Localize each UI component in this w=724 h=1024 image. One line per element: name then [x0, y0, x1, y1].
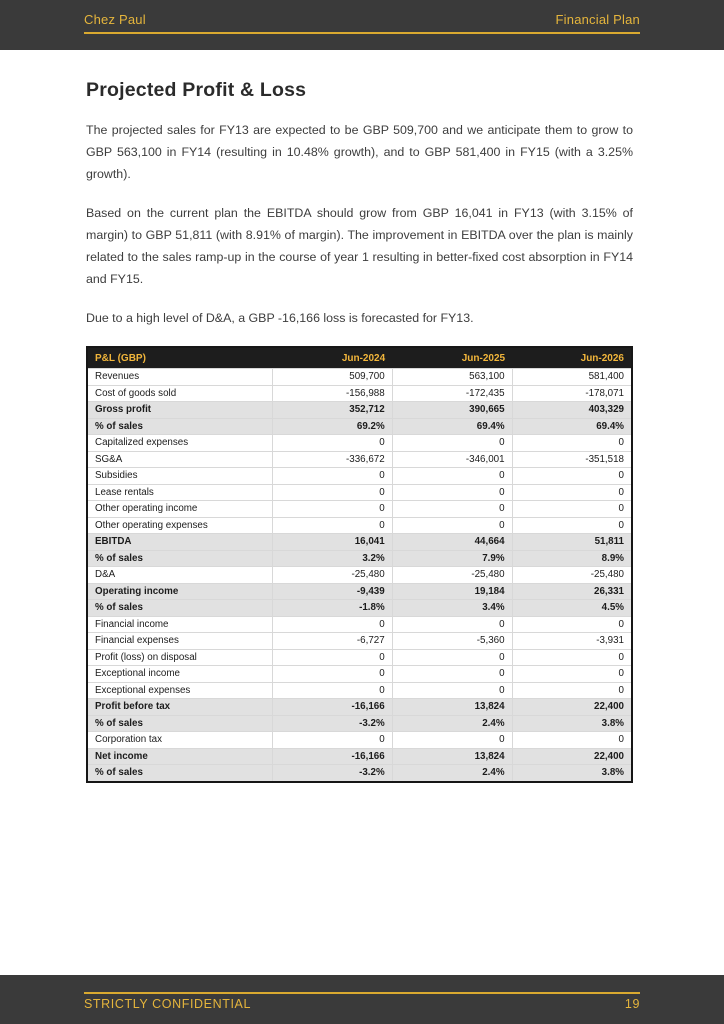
row-value: 0: [512, 732, 632, 749]
table-row: [87, 550, 632, 567]
row-value: -9,439: [272, 583, 392, 600]
row-value: 44,664: [392, 534, 512, 551]
table-row: [87, 418, 632, 435]
row-value: 13,824: [392, 748, 512, 765]
row-value: 0: [512, 435, 632, 452]
row-label: Capitalized expenses: [87, 435, 272, 452]
table-row: [87, 649, 632, 666]
row-value: 509,700: [272, 369, 392, 386]
row-label: Operating income: [87, 583, 272, 600]
column-header-label: P&L (GBP): [87, 347, 272, 369]
row-value: -5,360: [392, 633, 512, 650]
row-value: 0: [272, 732, 392, 749]
profit-loss-table: [86, 346, 633, 783]
row-label: Cost of goods sold: [87, 385, 272, 402]
row-value: -351,518: [512, 451, 632, 468]
row-value: 0: [392, 435, 512, 452]
table-row: [87, 468, 632, 485]
row-value: 0: [512, 616, 632, 633]
table-row: [87, 666, 632, 683]
table-row: [87, 369, 632, 386]
row-label: Financial expenses: [87, 633, 272, 650]
company-name: Chez Paul: [84, 12, 146, 27]
header-rule: [84, 32, 640, 34]
table-row: [87, 402, 632, 419]
row-value: -1.8%: [272, 600, 392, 617]
table-row: [87, 732, 632, 749]
row-label: Gross profit: [87, 402, 272, 419]
table-header: [87, 347, 632, 369]
table-row: [87, 699, 632, 716]
table-row: [87, 633, 632, 650]
footer-rule: [84, 992, 640, 994]
row-label: Other operating income: [87, 501, 272, 518]
column-header-jun-2025: Jun-2025: [392, 347, 512, 369]
table-row: [87, 517, 632, 534]
row-label: Exceptional expenses: [87, 682, 272, 699]
row-value: 352,712: [272, 402, 392, 419]
row-value: 0: [272, 517, 392, 534]
paragraph-loss-forecast: Due to a high level of D&A, a GBP -16,166 loss is forecasted for FY13.: [86, 311, 474, 325]
row-label: Profit before tax: [87, 699, 272, 716]
row-value: 0: [392, 732, 512, 749]
row-value: -25,480: [512, 567, 632, 584]
row-value: 0: [272, 501, 392, 518]
row-value: 0: [392, 484, 512, 501]
row-label: SG&A: [87, 451, 272, 468]
row-value: 0: [512, 468, 632, 485]
table-header-row: [87, 347, 632, 369]
row-value: -156,988: [272, 385, 392, 402]
row-value: 0: [272, 435, 392, 452]
row-value: -25,480: [392, 567, 512, 584]
table-row: [87, 534, 632, 551]
table-row: [87, 583, 632, 600]
row-value: 19,184: [392, 583, 512, 600]
row-label: Subsidies: [87, 468, 272, 485]
column-header-jun-2026: Jun-2026: [512, 347, 632, 369]
section-title: Projected Profit & Loss: [86, 79, 307, 101]
row-label: % of sales: [87, 550, 272, 567]
row-label: Corporation tax: [87, 732, 272, 749]
row-value: 3.8%: [512, 765, 632, 782]
row-value: 403,329: [512, 402, 632, 419]
row-value: -346,001: [392, 451, 512, 468]
row-value: 8.9%: [512, 550, 632, 567]
row-value: 0: [272, 616, 392, 633]
row-label: D&A: [87, 567, 272, 584]
paragraph-sales-forecast: The projected sales for FY13 are expected to be GBP 509,700 and we anticipate them to grow to GBP 563,100 in FY14 (resulting in 10.48% growth), and to GBP 581,400 in FY15 (with a 3.25% growth).: [86, 123, 633, 181]
row-label: Exceptional income: [87, 666, 272, 683]
table-body: [87, 369, 632, 782]
row-value: 69.2%: [272, 418, 392, 435]
row-value: -6,727: [272, 633, 392, 650]
table-row: [87, 748, 632, 765]
row-value: 563,100: [392, 369, 512, 386]
row-value: 0: [392, 501, 512, 518]
row-value: 0: [392, 666, 512, 683]
row-label: % of sales: [87, 418, 272, 435]
row-value: 0: [272, 468, 392, 485]
row-value: 7.9%: [392, 550, 512, 567]
row-value: 22,400: [512, 748, 632, 765]
row-value: 4.5%: [512, 600, 632, 617]
row-value: 0: [512, 682, 632, 699]
row-value: 0: [272, 484, 392, 501]
row-value: 390,665: [392, 402, 512, 419]
table-row: [87, 385, 632, 402]
row-label: Other operating expenses: [87, 517, 272, 534]
row-value: -16,166: [272, 748, 392, 765]
row-value: 3.8%: [512, 715, 632, 732]
row-value: -3,931: [512, 633, 632, 650]
paragraph-ebitda-growth: Based on the current plan the EBITDA should grow from GBP 16,041 in FY13 (with 3.15% of margin) to GBP 51,811 (with 8.91% of margin). The improvement in EBITDA over the plan is mainly related to the sales ramp-up in the course of year 1 resulting in better-fixed cost absorption in FY14 and FY15.: [86, 206, 633, 286]
confidentiality-notice: STRICTLY CONFIDENTIAL: [84, 997, 252, 1011]
row-value: 3.2%: [272, 550, 392, 567]
table-row: [87, 435, 632, 452]
table-row: [87, 715, 632, 732]
column-header-jun-2024: Jun-2024: [272, 347, 392, 369]
row-value: -25,480: [272, 567, 392, 584]
row-value: -336,672: [272, 451, 392, 468]
row-value: 0: [392, 682, 512, 699]
row-value: 0: [272, 649, 392, 666]
row-value: 26,331: [512, 583, 632, 600]
row-value: 3.4%: [392, 600, 512, 617]
table-row: [87, 567, 632, 584]
row-value: 13,824: [392, 699, 512, 716]
table-row: [87, 484, 632, 501]
table-row: [87, 765, 632, 782]
row-value: -178,071: [512, 385, 632, 402]
row-value: 0: [272, 666, 392, 683]
header-bar: [0, 0, 724, 50]
table-row: [87, 501, 632, 518]
row-label: Net income: [87, 748, 272, 765]
row-label: % of sales: [87, 765, 272, 782]
row-value: 51,811: [512, 534, 632, 551]
row-label: % of sales: [87, 715, 272, 732]
document-title: Financial Plan: [555, 12, 640, 27]
row-value: 0: [512, 517, 632, 534]
row-label: % of sales: [87, 600, 272, 617]
page-content: [86, 50, 633, 783]
table-row: [87, 616, 632, 633]
row-value: 16,041: [272, 534, 392, 551]
table-row: [87, 600, 632, 617]
row-value: 0: [512, 666, 632, 683]
row-value: -3.2%: [272, 765, 392, 782]
row-value: 0: [272, 682, 392, 699]
row-value: 0: [392, 517, 512, 534]
row-label: Profit (loss) on disposal: [87, 649, 272, 666]
row-label: Financial income: [87, 616, 272, 633]
row-label: Revenues: [87, 369, 272, 386]
row-value: -3.2%: [272, 715, 392, 732]
row-value: -172,435: [392, 385, 512, 402]
footer-bar: [0, 975, 724, 1024]
row-value: 69.4%: [392, 418, 512, 435]
row-label: Lease rentals: [87, 484, 272, 501]
row-value: 0: [512, 484, 632, 501]
row-value: 0: [512, 649, 632, 666]
row-value: 581,400: [512, 369, 632, 386]
row-value: 2.4%: [392, 715, 512, 732]
row-value: 0: [392, 468, 512, 485]
row-value: 0: [512, 501, 632, 518]
row-value: 2.4%: [392, 765, 512, 782]
page-number: 19: [624, 997, 640, 1011]
row-label: EBITDA: [87, 534, 272, 551]
table-row: [87, 451, 632, 468]
row-value: 69.4%: [512, 418, 632, 435]
table-row: [87, 682, 632, 699]
row-value: 22,400: [512, 699, 632, 716]
row-value: -16,166: [272, 699, 392, 716]
row-value: 0: [392, 649, 512, 666]
row-value: 0: [392, 616, 512, 633]
